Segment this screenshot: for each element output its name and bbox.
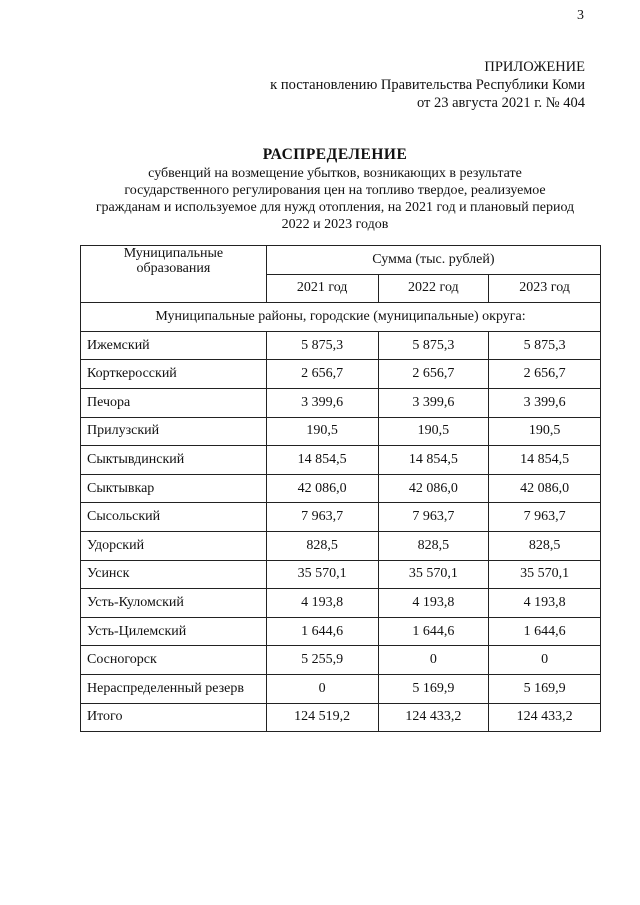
municipality-name: Сысольский (81, 503, 267, 532)
appendix-title: ПРИЛОЖЕНИЕ (484, 59, 585, 75)
document-title: РАСПРЕДЕЛЕНИЕ (262, 146, 408, 163)
amount-2023: 3 399,6 (489, 388, 601, 417)
amount-2021: 0 (266, 674, 378, 703)
amount-2023: 828,5 (489, 531, 601, 560)
amount-2022: 4 193,8 (378, 589, 489, 618)
amount-2023: 1 644,6 (489, 617, 601, 646)
table-row (81, 331, 601, 360)
municipality-name: Корткеросский (81, 360, 267, 389)
appendix-line-1: к постановлению Правительства Республики Коми (270, 77, 585, 93)
amount-2021: 1 644,6 (266, 617, 378, 646)
municipality-name: Нераспределенный резерв (81, 674, 267, 703)
municipality-name: Удорский (81, 531, 267, 560)
table-row (81, 674, 601, 703)
amount-2022: 14 854,5 (378, 446, 489, 475)
header-sum: Сумма (тыс. рублей) (266, 246, 600, 275)
amount-2023: 2 656,7 (489, 360, 601, 389)
header-year-2021: 2021 год (266, 274, 378, 303)
amount-2022: 1 644,6 (378, 617, 489, 646)
amount-2021: 35 570,1 (266, 560, 378, 589)
amount-2023: 42 086,0 (489, 474, 601, 503)
amount-2023: 190,5 (489, 417, 601, 446)
municipality-name: Ижемский (81, 331, 267, 360)
table-row (81, 417, 601, 446)
header-year-2023: 2023 год (489, 274, 601, 303)
total-value-2021: 124 519,2 (266, 703, 378, 732)
amount-2021: 4 193,8 (266, 589, 378, 618)
total-value-2022: 124 433,2 (378, 703, 489, 732)
amount-2022: 7 963,7 (378, 503, 489, 532)
header-municipal: Муниципальные образования (81, 246, 267, 303)
amount-2022: 3 399,6 (378, 388, 489, 417)
total-label: Итого (81, 703, 267, 732)
municipality-name: Сыктывкар (81, 474, 267, 503)
document-subtitle: субвенций на возмещение убытков, возникающих в результате государственного регулирования цен на топливо твердое, реализуемое гражданам и используемое для нужд отопления, на 2021 год и плановый период 2022 и 2023 годов (95, 166, 575, 232)
municipality-name: Сыктывдинский (81, 446, 267, 475)
amount-2021: 14 854,5 (266, 446, 378, 475)
appendix-block (270, 58, 585, 112)
amount-2023: 5 875,3 (489, 331, 601, 360)
amount-2022: 5 875,3 (378, 331, 489, 360)
amount-2023: 5 169,9 (489, 674, 601, 703)
municipality-name: Сосногорск (81, 646, 267, 675)
amount-2022: 42 086,0 (378, 474, 489, 503)
amount-2023: 35 570,1 (489, 560, 601, 589)
table-row (81, 360, 601, 389)
document-heading (95, 146, 575, 233)
amount-2021: 3 399,6 (266, 388, 378, 417)
appendix-line-2: от 23 августа 2021 г. № 404 (416, 95, 585, 111)
total-value-2023: 124 433,2 (489, 703, 601, 732)
amount-2022: 828,5 (378, 531, 489, 560)
amount-2023: 0 (489, 646, 601, 675)
table-row (81, 388, 601, 417)
municipality-name: Усть-Цилемский (81, 617, 267, 646)
table-row (81, 446, 601, 475)
amount-2023: 14 854,5 (489, 446, 601, 475)
amount-2022: 0 (378, 646, 489, 675)
amount-2022: 5 169,9 (378, 674, 489, 703)
table-row (81, 474, 601, 503)
amount-2021: 5 875,3 (266, 331, 378, 360)
amount-2021: 7 963,7 (266, 503, 378, 532)
table-row (81, 589, 601, 618)
amount-2021: 2 656,7 (266, 360, 378, 389)
section-heading: Муниципальные районы, городские (муниципальные) округа: (81, 303, 601, 332)
amount-2021: 828,5 (266, 531, 378, 560)
municipality-name: Усть-Куломский (81, 589, 267, 618)
amount-2021: 42 086,0 (266, 474, 378, 503)
table-row (81, 531, 601, 560)
amount-2022: 2 656,7 (378, 360, 489, 389)
amount-2021: 5 255,9 (266, 646, 378, 675)
table-row (81, 646, 601, 675)
municipality-name: Печора (81, 388, 267, 417)
distribution-table (80, 245, 601, 732)
page-number: 3 (577, 8, 584, 23)
amount-2022: 35 570,1 (378, 560, 489, 589)
table-row (81, 503, 601, 532)
amount-2022: 190,5 (378, 417, 489, 446)
amount-2023: 4 193,8 (489, 589, 601, 618)
amount-2021: 190,5 (266, 417, 378, 446)
table-row (81, 560, 601, 589)
table-row (81, 617, 601, 646)
municipality-name: Прилузский (81, 417, 267, 446)
header-year-2022: 2022 год (378, 274, 489, 303)
municipality-name: Усинск (81, 560, 267, 589)
amount-2023: 7 963,7 (489, 503, 601, 532)
total-row (81, 703, 601, 732)
